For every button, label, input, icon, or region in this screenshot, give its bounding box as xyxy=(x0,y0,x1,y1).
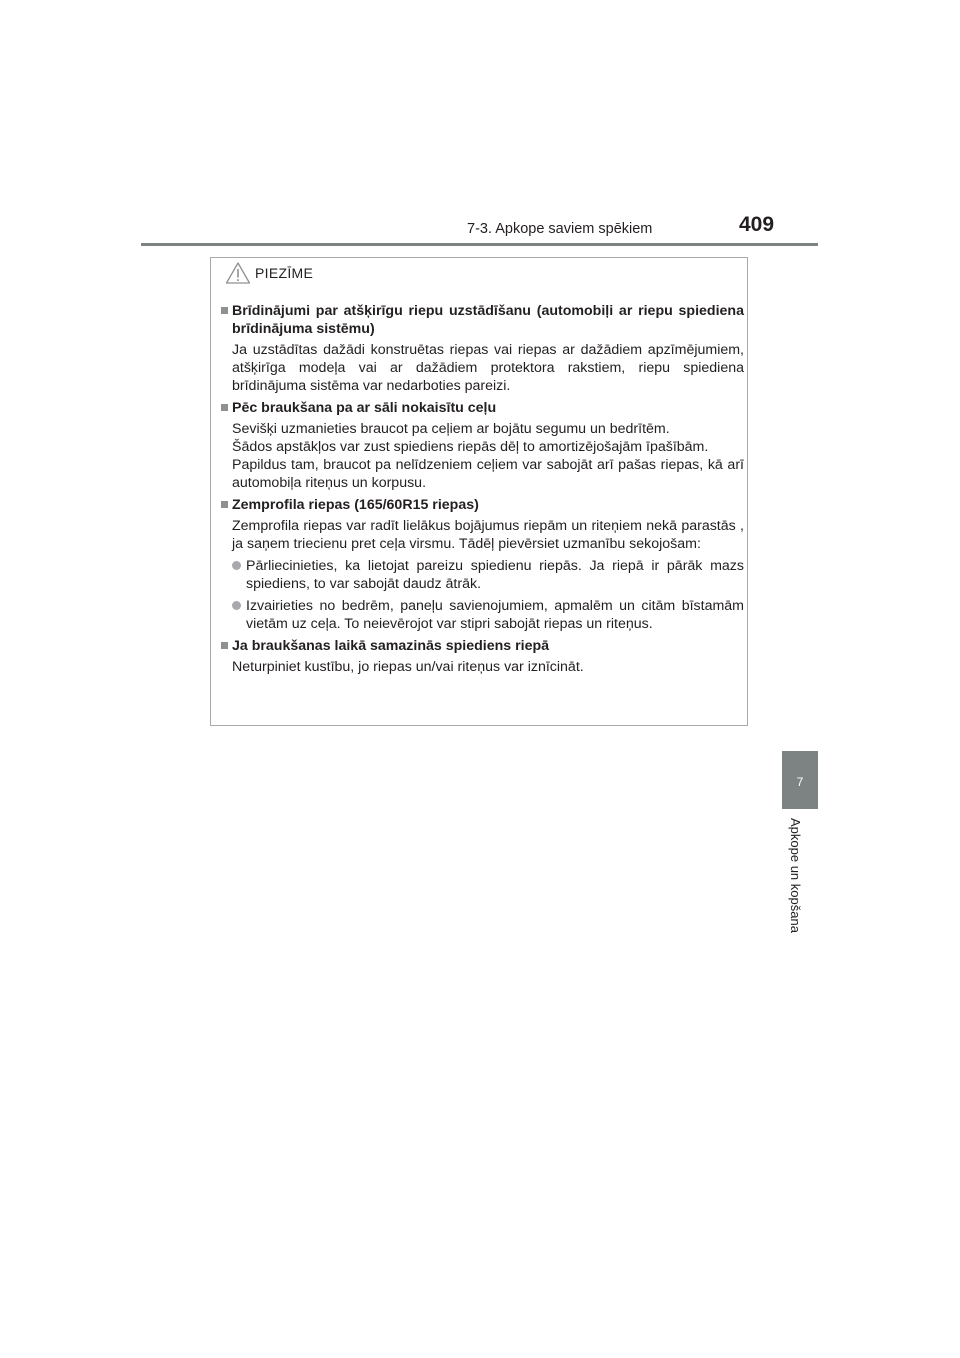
section-heading-text: Pēc braukšana pa ar sāli nokaisītu ceļu xyxy=(232,400,497,416)
notice-box xyxy=(210,257,748,726)
section-heading-text: Brīdinājumi par atšķirīgu riepu uzstādīšanu (automobiļi ar riepu spiediena brīdinājuma sistēmu) xyxy=(232,303,744,337)
square-bullet-icon xyxy=(221,404,228,411)
paragraph-line: Sevišķi uzmanieties braucot pa ceļiem ar bojātu segumu un bedrītēm. xyxy=(232,421,670,437)
section-paragraph: Zemprofila riepas var radīt lielākus bojājumus riepām un riteņiem nekā parastās , ja saņem triecienu pret ceļa virsmu. Tādēļ pievērsiet uzmanību sekojošam: xyxy=(232,518,744,552)
page-number: 409 xyxy=(739,213,775,236)
notice-section xyxy=(218,399,744,492)
notice-section xyxy=(218,302,744,395)
round-bullet-icon xyxy=(232,601,241,610)
round-bullet-icon xyxy=(232,561,241,570)
square-bullet-icon xyxy=(221,642,228,649)
section-heading xyxy=(218,496,744,514)
bullet-item xyxy=(230,597,744,633)
section-heading xyxy=(218,637,744,655)
chapter-label: Apkope un kopšana xyxy=(788,818,803,933)
notice-title: PIEZĪME xyxy=(255,265,314,281)
header-rule xyxy=(141,243,818,246)
notice-header xyxy=(225,261,313,285)
section-heading-text: Ja braukšanas laikā samazinās spiediens riepā xyxy=(232,638,550,654)
notice-body xyxy=(218,302,744,680)
section-heading xyxy=(218,399,744,417)
section-title: 7-3. Apkope saviem spēkiem xyxy=(467,221,653,237)
bullet-text: Izvairieties no bedrēm, paneļu savienojumiem, apmalēm un citām bīstamām vietām uz ceļa. To neievērojot var stipri sabojāt riepas un riteņus. xyxy=(246,598,744,632)
square-bullet-icon xyxy=(221,307,228,314)
section-paragraph xyxy=(232,420,744,492)
square-bullet-icon xyxy=(221,501,228,508)
section-heading xyxy=(218,302,744,338)
notice-section xyxy=(218,637,744,676)
chapter-tab xyxy=(782,751,818,809)
paragraph-line: Šādos apstākļos var zust spiediens riepās dēļ to amortizējošajām īpašībām. xyxy=(232,439,709,455)
bullet-text: Pārliecinieties, ka lietojat pareizu spiedienu riepās. Ja riepā ir pārāk mazs spiediens, to var sabojāt daudz ātrāk. xyxy=(246,558,744,592)
section-heading-text: Zemprofila riepas (165/60R15 riepas) xyxy=(232,497,479,513)
bullet-item xyxy=(230,557,744,593)
notice-section xyxy=(218,496,744,633)
chapter-number: 7 xyxy=(796,775,804,789)
section-paragraph: Neturpiniet kustību, jo riepas un/vai riteņus var iznīcināt. xyxy=(232,659,584,675)
warning-triangle-icon xyxy=(225,261,251,285)
section-paragraph: Ja uzstādītas dažādi konstruētas riepas vai riepas ar dažādiem apzīmējumiem, atšķirīga modeļa vai ar dažādiem protektora rakstiem, riepu spiediena brīdinājuma sistēma var nedarboties pareizi. xyxy=(232,342,744,394)
paragraph-line: Papildus tam, braucot pa nelīdzeniem ceļiem var sabojāt arī pašas riepas, kā arī automobiļa riteņus un korpusu. xyxy=(232,457,744,491)
